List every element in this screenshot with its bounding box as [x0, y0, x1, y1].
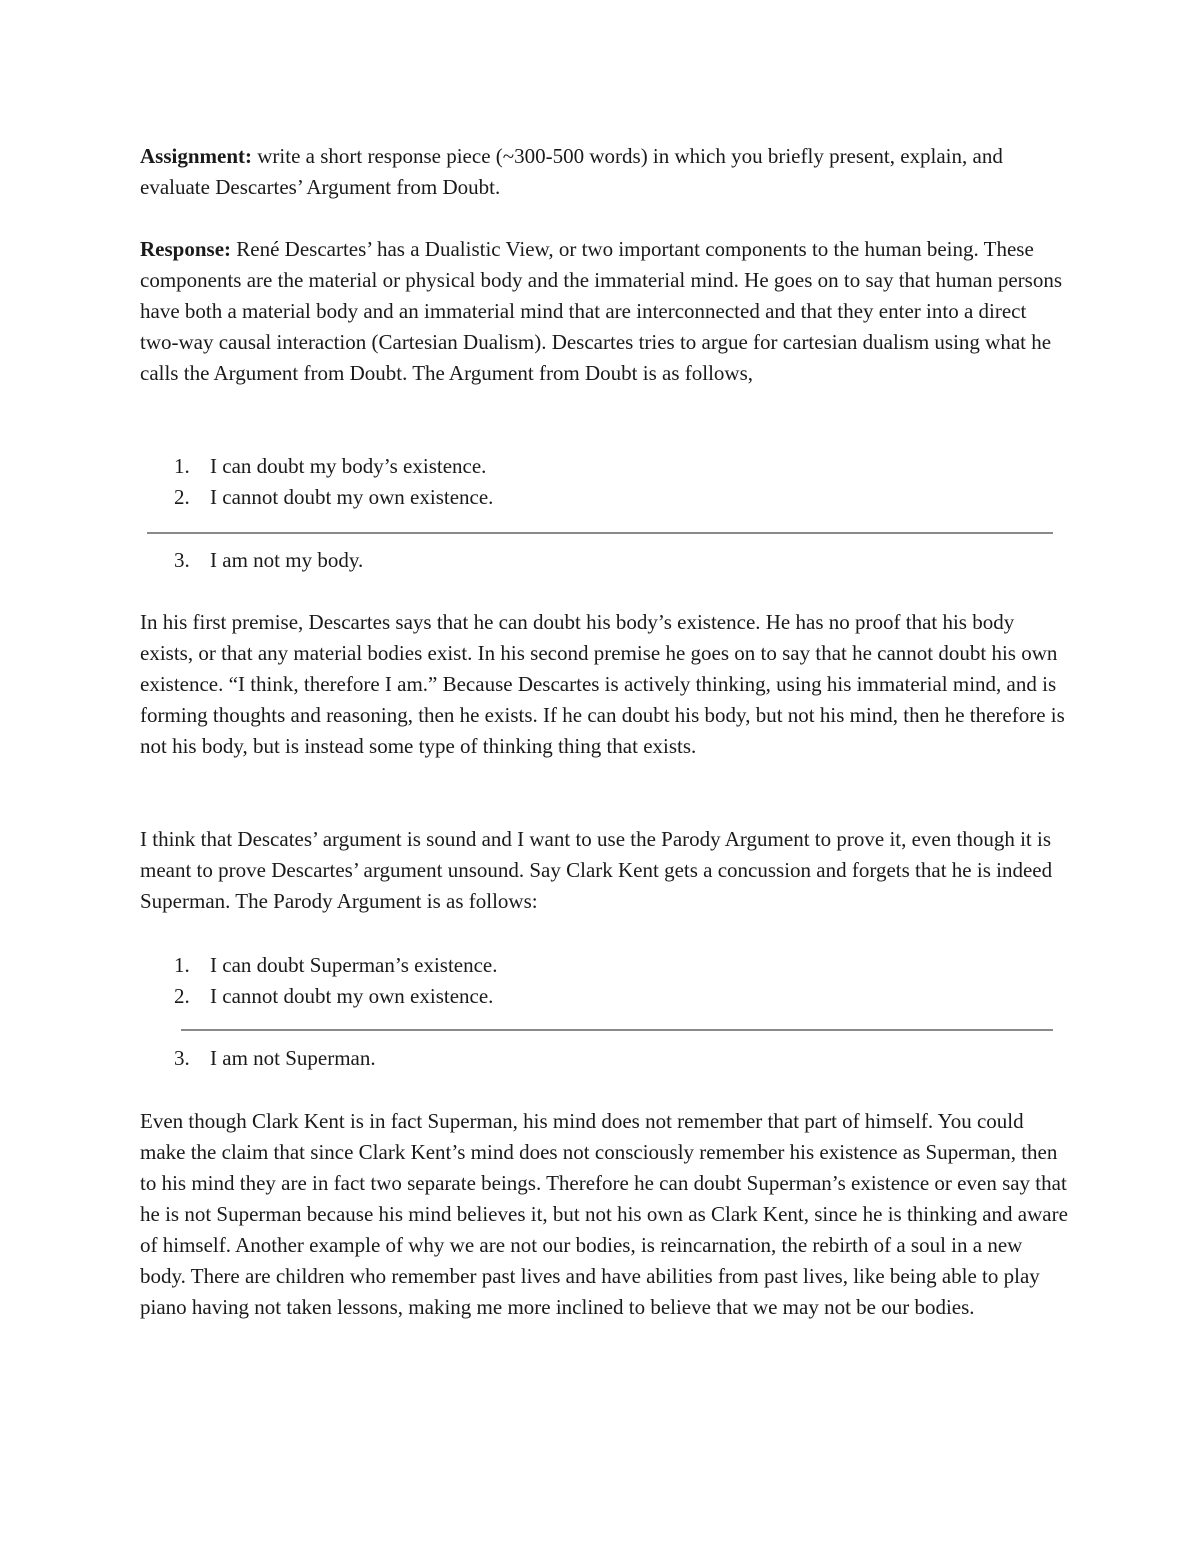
- assignment-paragraph: [140, 141, 1070, 203]
- premise-text: I cannot doubt my own existence.: [210, 984, 494, 1008]
- list-item: [174, 545, 363, 576]
- response-label: Response:: [140, 237, 232, 261]
- conclusion-text: I am not my body.: [210, 548, 364, 572]
- parody-argument-conclusion: [174, 1043, 376, 1074]
- list-item: [174, 981, 498, 1012]
- list-number: 1.: [174, 953, 190, 977]
- argument-from-doubt-premises: [174, 451, 493, 513]
- argument-from-doubt-conclusion: [174, 545, 363, 576]
- list-number: 3.: [174, 1046, 190, 1070]
- list-number: 1.: [174, 454, 190, 478]
- response-text: René Descartes’ has a Dualistic View, or two important components to the human being. These components are the material or physical body and the immaterial mind. He goes on to say that human persons have both a material body and an immaterial mind that are interconnected and that they enter into a direct two-way causal interaction (Cartesian Dualism). Descartes tries to argue for cartesian dualism using what he calls the Argument from Doubt. The Argument from Doubt is as follows,: [140, 237, 1063, 385]
- conclusion-divider: [147, 532, 1053, 534]
- list-item: [174, 482, 493, 513]
- parody-argument-premises: [174, 950, 498, 1012]
- assignment-text: write a short response piece (~300-500 words) in which you briefly present, explain, and evaluate Descartes’ Argument from Doubt.: [140, 144, 1003, 199]
- premise-text: I can doubt Superman’s existence.: [210, 953, 498, 977]
- body-paragraph: I think that Descates’ argument is sound and I want to use the Parody Argument to prove it, even though it is meant to prove Descartes’ argument unsound. Say Clark Kent gets a concussion and forgets that he is indeed Superman. The Parody Argument is as follows:: [140, 827, 1053, 913]
- conclusion-divider: [181, 1029, 1053, 1031]
- list-item: [174, 950, 498, 981]
- response-paragraph: [140, 234, 1070, 389]
- body-paragraph: Even though Clark Kent is in fact Superman, his mind does not remember that part of himself. You could make the claim that since Clark Kent’s mind does not consciously remember his existence as Superman, then to his mind they are in fact two separate beings. Therefore he can doubt Superman’s existence or even say that he is not Superman because his mind believes it, but not his own as Clark Kent, since he is thinking and aware of himself. Another example of why we are not our bodies, is reincarnation, the rebirth of a soul in a new body. There are children who remember past lives and have abilities from past lives, like being able to play piano having not taken lessons, making me more inclined to believe that we may not be our bodies.: [140, 1109, 1068, 1319]
- assignment-label: Assignment:: [140, 144, 253, 168]
- list-number: 2.: [174, 984, 190, 1008]
- premise-text: I can doubt my body’s existence.: [210, 454, 487, 478]
- premise-text: I cannot doubt my own existence.: [210, 485, 494, 509]
- list-item: [174, 451, 493, 482]
- list-item: [174, 1043, 376, 1074]
- body-paragraph: In his first premise, Descartes says that he can doubt his body’s existence. He has no proof that his body exists, or that any material bodies exist. In his second premise he goes on to say that he cannot doubt his own existence. “I think, therefore I am.” Because Descartes is actively thinking, using his immaterial mind, and is forming thoughts and reasoning, then he exists. If he can doubt his body, but not his mind, then he therefore is not his body, but is instead some type of thinking thing that exists.: [140, 610, 1065, 758]
- list-number: 3.: [174, 548, 190, 572]
- list-number: 2.: [174, 485, 190, 509]
- conclusion-text: I am not Superman.: [210, 1046, 376, 1070]
